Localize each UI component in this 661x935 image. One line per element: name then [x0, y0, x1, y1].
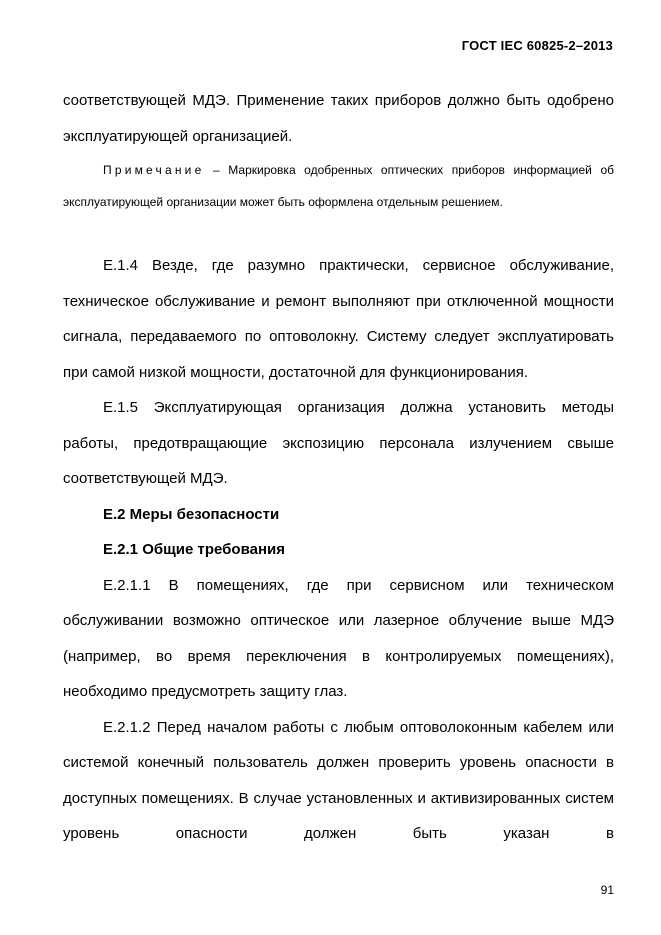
- note-text: – Маркировка одобренных оптических приборов информацией об эксплуатирующей организации может быть оформлена отдельным решением.: [63, 163, 614, 209]
- paragraph-e-2-1-1: Е.2.1.1 В помещениях, где при сервисном или техническом обслуживании возможно оптическое или лазерное облучение выше МДЭ (например, во время переключения в контролируемых помещениях), необходимо предусмотреть защиту глаз.: [63, 576, 614, 700]
- heading-e-2-1: Е.2.1 Общие требования: [103, 541, 285, 558]
- note-paragraph: [63, 154, 614, 218]
- note-label: Примечание: [103, 163, 205, 177]
- paragraph-continuation: соответствующей МДЭ. Применение таких приборов должно быть одобрено эксплуатирующей организацией.: [63, 92, 614, 145]
- paragraph-e-2-1-2: Е.2.1.2 Перед началом работы с любым оптоволоконным кабелем или системой конечный пользователь должен проверить уровень опасности в доступных помещениях. В случае установленных и активизированных систем уровень опасности должен быть указан в: [63, 718, 614, 842]
- page-number: 91: [600, 883, 614, 897]
- standard-header: ГОСТ IEC 60825-2–2013: [461, 38, 613, 53]
- paragraph-e-1-5: Е.1.5 Эксплуатирующая организация должна установить методы работы, предотвращающие экспозицию персонала излучением свыше соответствующей МДЭ.: [63, 399, 614, 487]
- paragraph-e-1-4: Е.1.4 Везде, где разумно практически, сервисное обслуживание, техническое обслуживание и ремонт выполняют при отключенной мощности сигнала, передаваемого по оптоволокну. Систему следует эксплуатировать при самой низкой мощности, достаточной для функционирования.: [63, 257, 614, 381]
- heading-e-2: Е.2 Меры безопасности: [103, 505, 280, 523]
- page-content: [63, 83, 614, 852]
- spacer: [63, 218, 614, 248]
